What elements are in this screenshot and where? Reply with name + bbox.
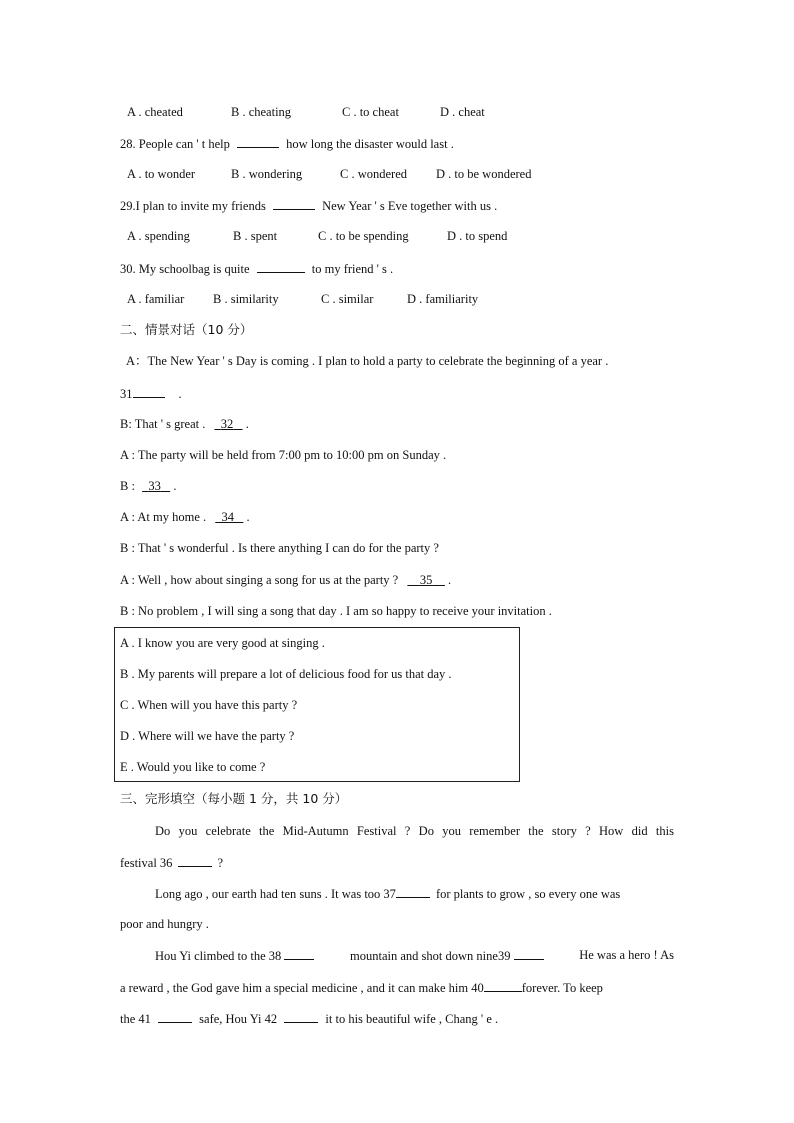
answer-blank-42 (284, 1010, 318, 1023)
question-28 (120, 135, 454, 152)
answer-blank-40 (484, 979, 522, 992)
q30-option-d: D . familiarity (407, 292, 479, 306)
question-stem-after: how long the disaster would last . (286, 137, 454, 151)
answer-blank (237, 135, 279, 148)
blank-number: 34 (221, 510, 234, 524)
answer-blank-33 (142, 479, 170, 493)
q27-option-c: C . to cheat (342, 105, 399, 119)
passage-text: festival 36 (120, 856, 173, 870)
passage-text: ? (217, 856, 224, 870)
passage-text: forever. To keep (521, 981, 603, 995)
q27-option-a: A . cheated (127, 105, 183, 119)
question-stem-before: My schoolbag is quite (138, 262, 250, 276)
choice-d: D . Where will we have the party ? (120, 729, 295, 743)
answer-blank (273, 197, 315, 210)
passage-line-1: Do you celebrate the Mid-Autumn Festival ? Do you remember the story ? How did this (155, 824, 674, 838)
answer-blank-41 (158, 1010, 192, 1023)
dialogue-text: B : (120, 479, 135, 493)
question-stem-after: New Year ' s Eve together with us . (322, 199, 498, 213)
passage-segment (120, 979, 603, 996)
dialogue-line-9: B : No problem , I will sing a song that day . I am so happy to receive your invitation . (120, 604, 552, 618)
passage-text: it to his beautiful wife , Chang ' e . (325, 1012, 499, 1026)
choice-b: B . My parents will prepare a lot of delicious food for us that day . (120, 667, 452, 681)
dialogue-line-5: B : 33 . (120, 479, 177, 493)
question-29 (120, 197, 497, 214)
dialogue-text: A : Well , how about singing a song for us at the party ? (120, 573, 399, 587)
q27-option-b: B . cheating (231, 105, 292, 119)
answer-blank-38 (284, 947, 314, 960)
passage-text: a reward , the God gave him a special medicine , and it can make him 40 (120, 981, 484, 995)
dialogue-line-2: 31 . (120, 387, 182, 401)
passage-text: for plants to grow , so every one was (435, 887, 621, 901)
q30-option-a: A . familiar (127, 292, 185, 306)
q30-option-c: C . similar (321, 292, 374, 306)
answer-blank-32 (214, 417, 242, 431)
answer-blank (257, 260, 305, 273)
passage-segment (155, 947, 314, 964)
dialogue-text: B: That ' s great . (120, 417, 206, 431)
passage-line-3 (155, 885, 620, 902)
passage-line-4: poor and hungry . (120, 917, 209, 931)
q30-option-b: B . similarity (213, 292, 279, 306)
passage-text: the 41 (120, 1012, 151, 1026)
dialogue-text: A : At my home . (120, 510, 207, 524)
blank-number: 32 (220, 417, 234, 431)
passage-text: He was a hero ! As (579, 948, 674, 962)
choice-a: A . I know you are very good at singing . (120, 636, 325, 650)
answer-blank (133, 385, 165, 398)
passage-text: safe, Hou Yi 42 (199, 1012, 278, 1026)
blank-number: 33 (148, 479, 161, 493)
q27-option-d: D . cheat (440, 105, 485, 119)
blank-number: 31 (120, 387, 133, 401)
answer-blank-34 (215, 510, 243, 524)
q29-option-c: C . to be spending (318, 229, 409, 243)
q29-option-a: A . spending (127, 229, 190, 243)
passage-segment (350, 947, 544, 964)
passage-text: Long ago , our earth had ten suns . It was too 37 (155, 887, 396, 901)
passage-line-5 (155, 947, 674, 964)
q28-option-d: D . to be wondered (436, 167, 532, 181)
answer-blank-39 (514, 947, 544, 960)
choice-c: C . When will you have this party ? (120, 698, 298, 712)
passage-line-6 (120, 979, 674, 996)
dialogue-line-7: B : That ' s wonderful . Is there anything I can do for the party ? (120, 541, 439, 555)
q29-option-d: D . to spend (447, 229, 508, 243)
q28-option-c: C . wondered (340, 167, 407, 181)
dialogue-line-6: A : At my home . 34 . (120, 510, 250, 524)
dialogue-line-1: A：The New Year ' s Day is coming . I plan to hold a party to celebrate the beginning of a year . (126, 354, 609, 368)
passage-line-2 (120, 854, 223, 871)
dialogue-line-8: A : Well , how about singing a song for us at the party ? 35 . (120, 573, 452, 587)
question-stem-before: I plan to invite my friends (135, 199, 266, 213)
section-heading-dialogue: 二、情景对话（10 分） (120, 322, 253, 337)
question-30 (120, 260, 393, 277)
passage-line-7 (120, 1010, 498, 1027)
blank-number: 35 (419, 573, 433, 587)
section-heading-cloze: 三、完形填空（每小题 1 分，共 10 分） (120, 791, 348, 806)
q29-option-b: B . spent (233, 229, 278, 243)
answer-blank-35 (407, 573, 445, 587)
q28-option-b: B . wondering (231, 167, 303, 181)
answer-blank-37 (396, 885, 430, 898)
question-number: 30. (120, 262, 136, 276)
question-stem-after: to my friend ' s . (311, 262, 394, 276)
choice-e: E . Would you like to come ? (120, 760, 266, 774)
passage-text: Hou Yi climbed to the 38 (155, 949, 282, 963)
passage-text: mountain and shot down nine39 (350, 949, 511, 963)
question-number: 29. (120, 199, 136, 213)
answer-blank-36 (178, 854, 212, 867)
question-stem-before: People can ' t help (138, 137, 230, 151)
dialogue-line-4: A : The party will be held from 7:00 pm to 10:00 pm on Sunday . (120, 448, 447, 462)
question-number: 28. (120, 137, 136, 151)
dialogue-line-3: B: That ' s great . 32 . (120, 417, 249, 431)
q28-option-a: A . to wonder (127, 167, 196, 181)
